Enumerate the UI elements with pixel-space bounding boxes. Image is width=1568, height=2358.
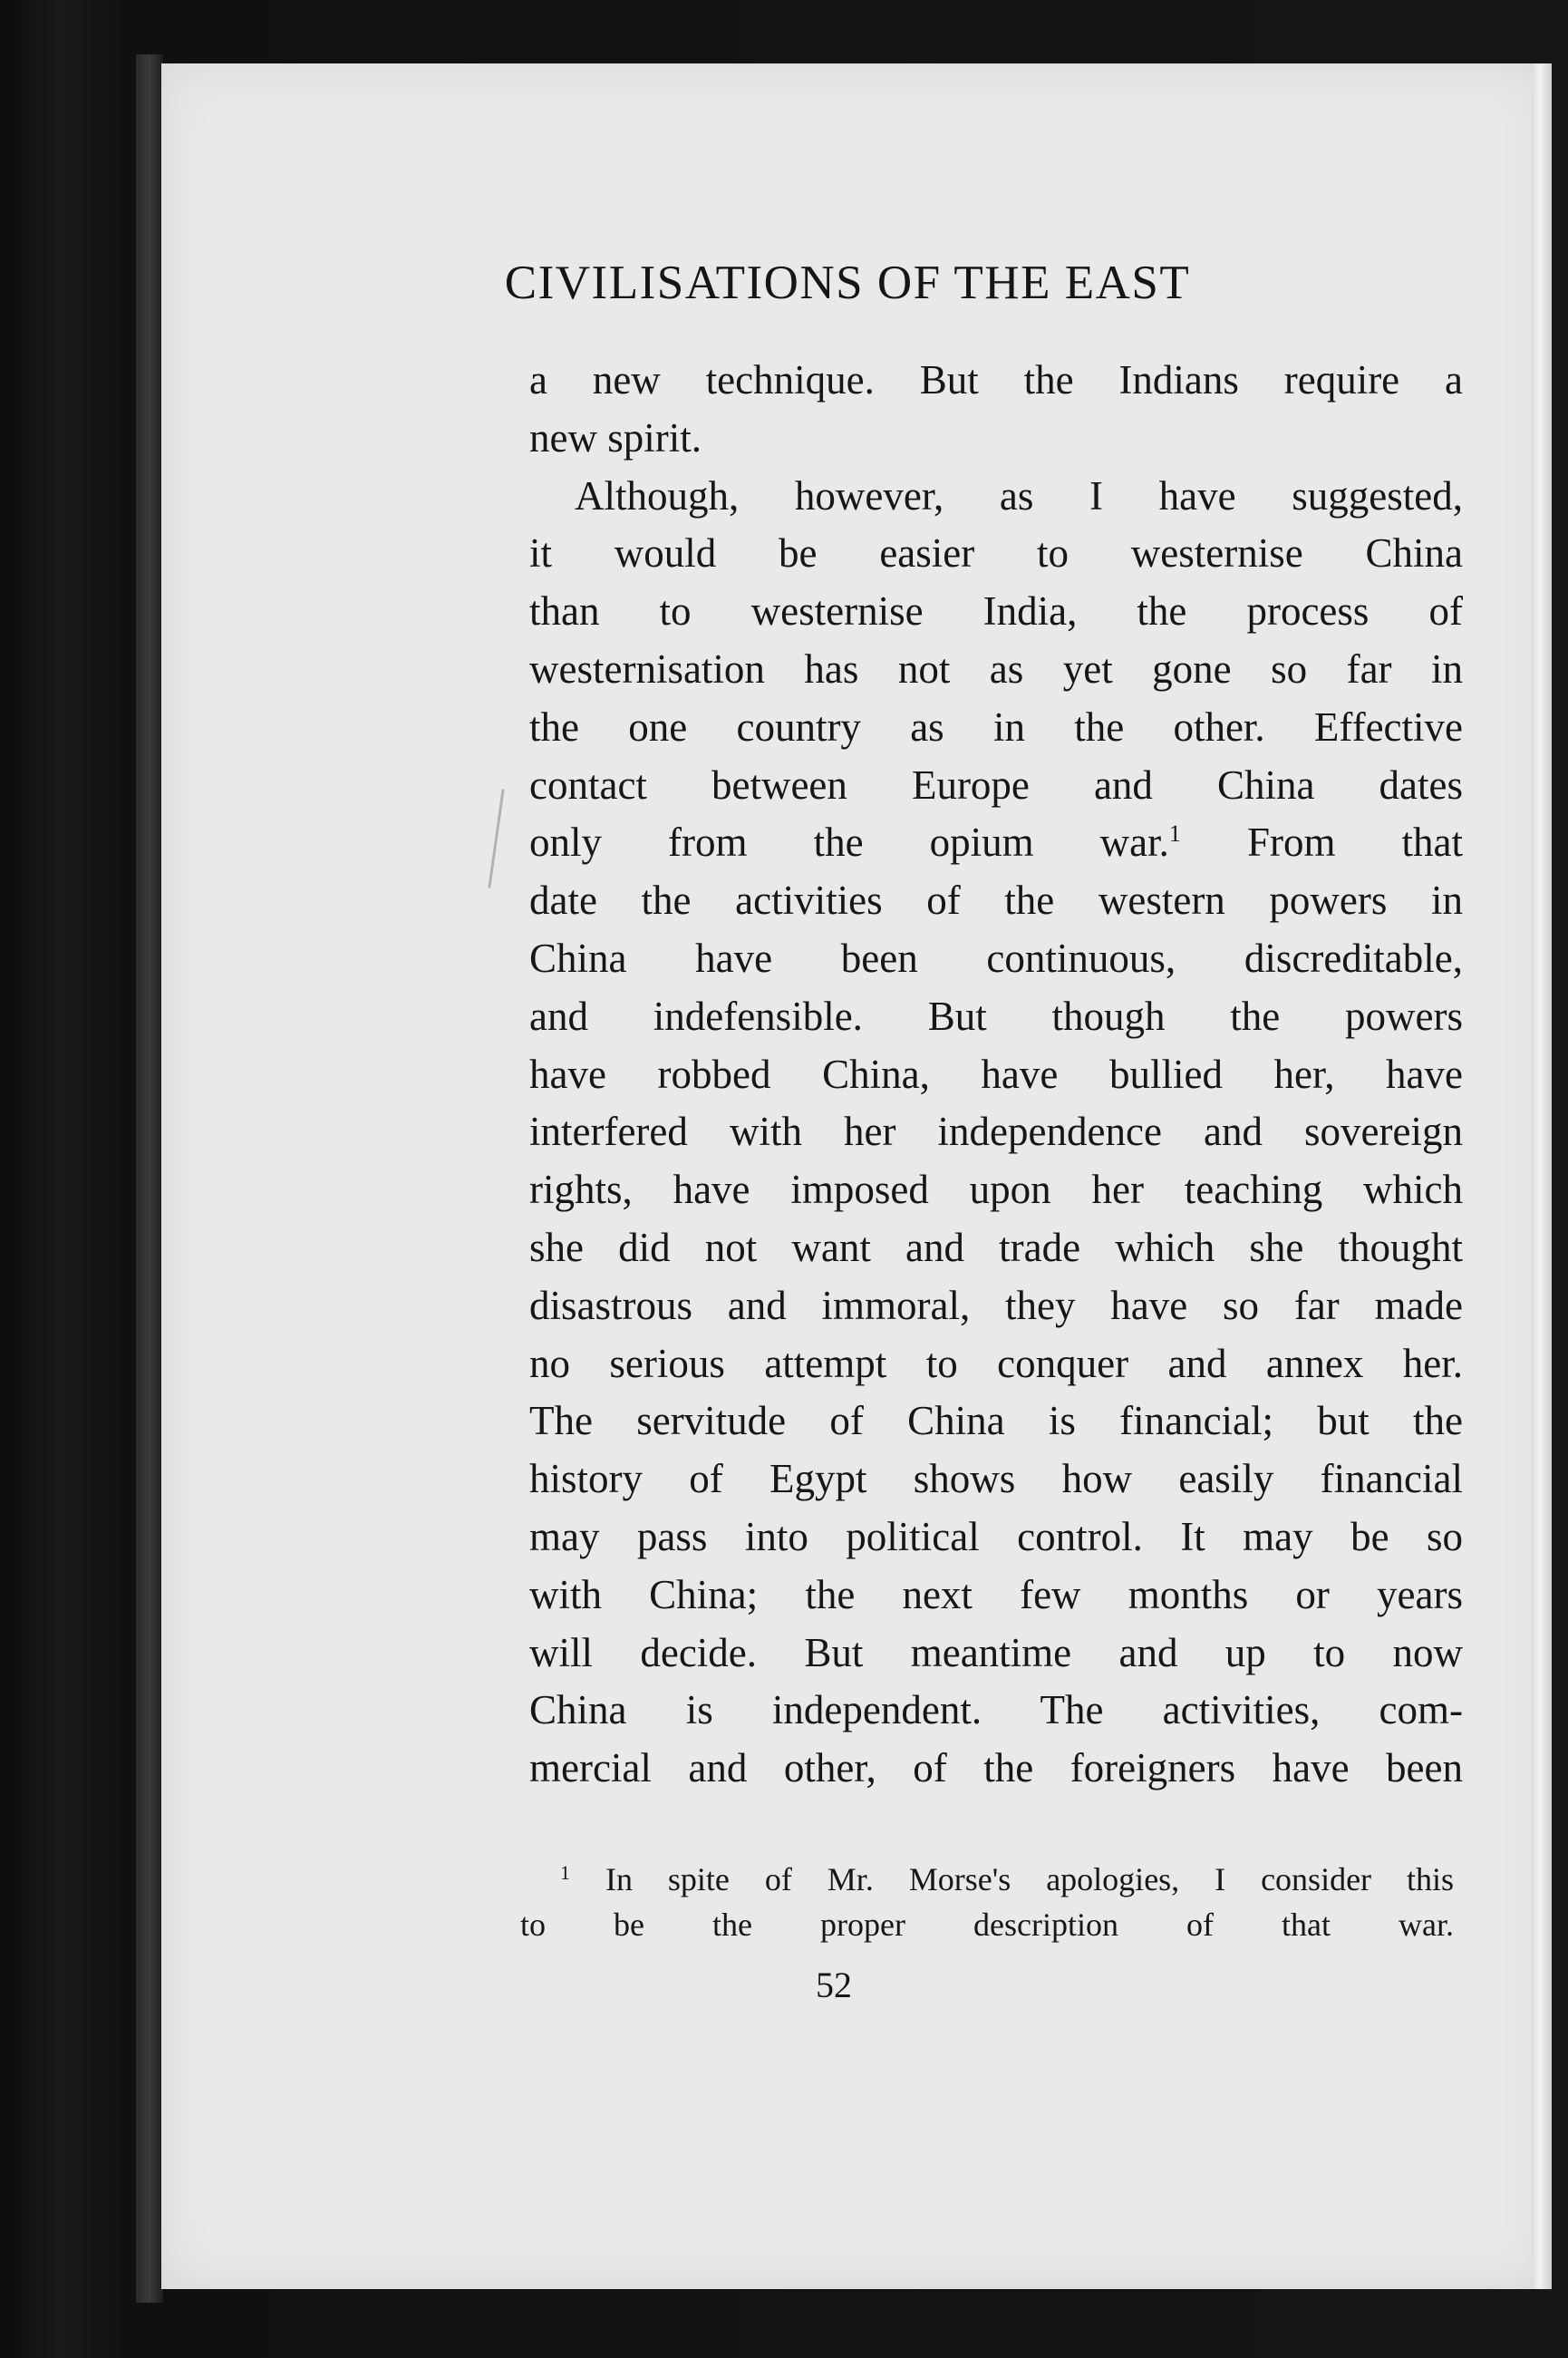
footnote-line: to be the proper description of that war. xyxy=(520,1907,1454,1943)
text-line: will decide. But meantime and up to now xyxy=(529,1629,1463,1675)
text-line: contact between Europe and China dates xyxy=(529,762,1463,808)
footnote-reference: 1 xyxy=(1168,820,1181,848)
text-line: than to westernise India, the process of xyxy=(529,588,1463,635)
text-line: may pass into political control. It may be so xyxy=(529,1513,1463,1559)
body-text xyxy=(529,352,1463,1798)
text-line: Although, however, as I have suggested, xyxy=(575,472,1463,519)
text-line: a new technique. But the Indians require a xyxy=(529,357,1463,403)
page-number: 52 xyxy=(816,1965,852,2005)
text-line: no serious attempt to conquer and annex her. xyxy=(529,1340,1463,1386)
text-line: rights, have imposed upon her teaching which xyxy=(529,1167,1463,1213)
text-line: westernisation has not as yet gone so far in xyxy=(529,645,1463,692)
text-line: have robbed China, have bullied her, have xyxy=(529,1051,1463,1097)
text-line: mercial and other, of the foreigners have been xyxy=(529,1745,1463,1791)
text-line: China have been continuous, discreditable, xyxy=(529,935,1463,981)
text-line: with China; the next few months or years xyxy=(529,1571,1463,1617)
text-line-with-footnote xyxy=(529,814,1463,872)
footnote xyxy=(520,1857,1454,1947)
text-line: the one country as in the other. Effective xyxy=(529,704,1463,750)
text-line: date the activities of the western powers in xyxy=(529,878,1463,924)
footnote-line xyxy=(520,1857,1454,1902)
text-line: new spirit. xyxy=(529,414,702,461)
text-line: she did not want and trade which she thought xyxy=(529,1224,1463,1270)
text-line: it would be easier to westernise China xyxy=(529,530,1463,577)
show-through-text xyxy=(186,870,240,1722)
text-fragment: From that xyxy=(1246,820,1463,866)
page-edge xyxy=(1532,63,1552,2289)
text-line: China is independent. The activities, com- xyxy=(529,1687,1463,1733)
running-head: CIVILISATIONS OF THE EAST xyxy=(504,257,1191,309)
footnote-marker: 1 xyxy=(560,1861,570,1884)
text-fragment: only from the opium war. xyxy=(529,820,1169,866)
text-line: disastrous and immoral, they have so far made xyxy=(529,1282,1463,1328)
text-line: history of Egypt shows how easily financial xyxy=(529,1456,1463,1502)
text-line: interfered with her independence and sovereign xyxy=(529,1109,1463,1155)
footnote-text: In spite of Mr. Morse's apologies, I consider this xyxy=(605,1861,1455,1897)
text-line: and indefensible. But though the powers xyxy=(529,993,1463,1039)
text-line: The servitude of China is financial; but the xyxy=(529,1398,1463,1444)
